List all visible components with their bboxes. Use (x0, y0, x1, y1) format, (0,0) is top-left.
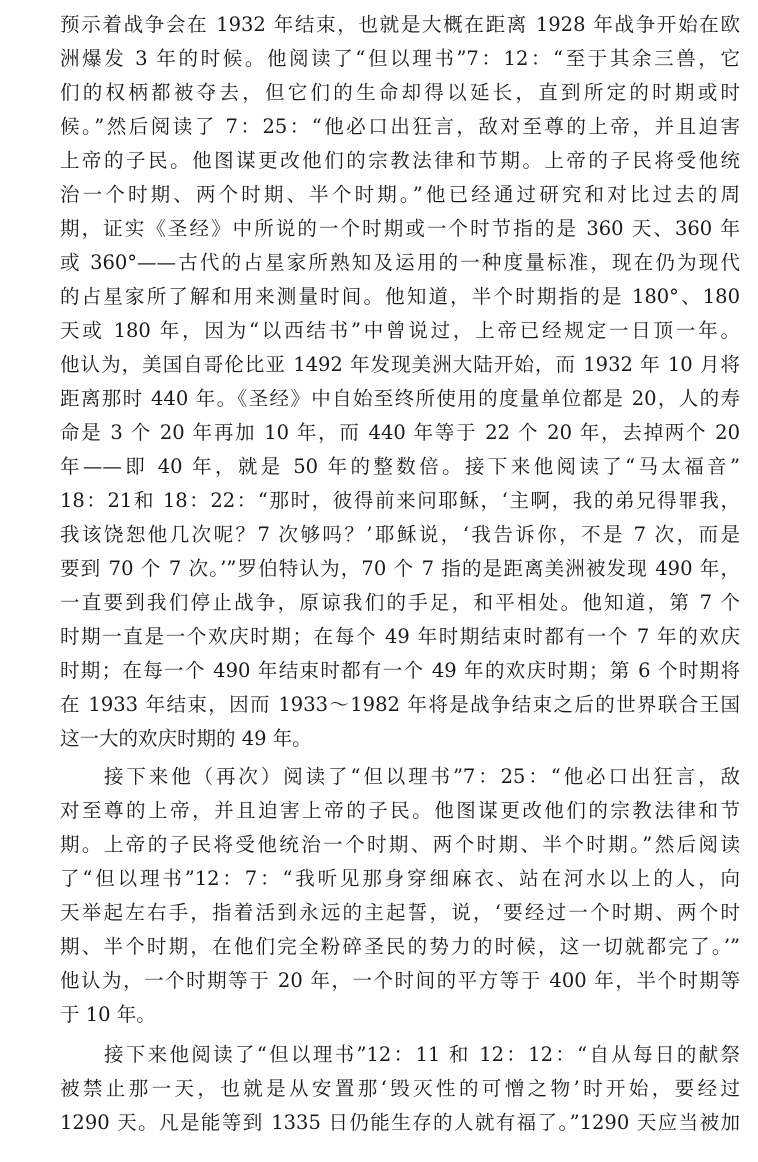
text-line: 天举起左右手，指着活到永远的主起誓，说，‘要经过一个时期、两个时 (60, 901, 740, 924)
text-line: 要到 70 个 7 次。’”罗伯特认为，70 个 7 指的是距离美洲被发现 490 年， (60, 557, 740, 580)
text-line: 这一大的欢庆时期的 49 年。 (60, 727, 312, 750)
text-line: 他认为，一个时期等于 20 年，一个时间的平方等于 400 年，半个时期等 (60, 969, 740, 992)
text-line: 被禁止那一天，也就是从安置那‘毁灭性的可憎之物’时开始，要经过 (60, 1077, 740, 1100)
text-line: 时期一直是一个欢庆时期；在每个 49 年时期结束时都有一个 7 年的欢庆 (60, 625, 740, 648)
text-line: 候。”然后阅读了 7：25：“他必口出狂言，敌对至尊的上帝，并且迫害 (60, 115, 740, 138)
text-line: 的占星家所了解和用来测量时间。他知道，半个时期指的是 180°、180 (60, 285, 740, 308)
text-line: 于 10 年。 (60, 1003, 156, 1026)
text-line: 预示着战争会在 1932 年结束，也就是大概在距离 1928 年战争开始在欧 (60, 13, 740, 36)
text-line: 期，证实《圣经》中所说的一个时期或一个时节指的是 360 天、360 年 (60, 217, 740, 240)
text-line: 洲爆发 3 年的时候。他阅读了“但以理书”7：12：“至于其余三兽，它 (60, 47, 740, 70)
text-line: 年——即 40 年，就是 50 年的整数倍。接下来他阅读了“马太福音” (60, 455, 740, 478)
text-line: 了“但以理书”12：7：“我听见那身穿细麻衣、站在河水以上的人，向 (60, 867, 740, 890)
text-line: 时期；在每一个 490 年结束时都有一个 49 年的欢庆时期；第 6 个时期将 (60, 659, 740, 682)
text-line: 对至尊的上帝，并且迫害上帝的子民。他图谋更改他们的宗教法律和节 (60, 799, 740, 822)
text-line: 接下来他（再次）阅读了“但以理书”7：25：“他必口出狂言，敌 (104, 765, 740, 788)
text-line: 距离那时 440 年。《圣经》中自始至终所使用的度量单位都是 20，人的寿 (60, 387, 740, 410)
text-line: 上帝的子民。他图谋更改他们的宗教法律和节期。上帝的子民将受他统 (60, 149, 740, 172)
text-line: 一直要到我们停止战争，原谅我们的手足，和平相处。他知道，第 7 个 (60, 591, 740, 614)
text-line: 命是 3 个 20 年再加 10 年，而 440 年等于 22 个 20 年，去掉两个 20 (60, 421, 740, 444)
text-line: 在 1933 年结束，因而 1933～1982 年将是战争结束之后的世界联合王国 (60, 693, 740, 716)
text-line: 18：21和 18：22：“那时，彼得前来问耶稣，‘主啊，我的弟兄得罪我， (60, 489, 740, 512)
text-line: 1290 天。凡是能等到 1335 日仍能生存的人就有福了。”1290 天应当被加 (60, 1111, 740, 1134)
text-line: 们的权柄都被夺去，但它们的生命却得以延长，直到所定的时期或时 (60, 81, 740, 104)
text-line: 我该饶恕他几次呢？7 次够吗？’耶稣说，‘我告诉你，不是 7 次，而是 (60, 523, 740, 546)
text-line: 期。上帝的子民将受他统治一个时期、两个时期、半个时期。”然后阅读 (60, 833, 740, 856)
text-line: 治一个时期、两个时期、半个时期。”他已经通过研究和对比过去的周 (60, 183, 740, 206)
text-line: 他认为，美国自哥伦比亚 1492 年发现美洲大陆开始，而 1932 年 10 月将 (60, 353, 740, 376)
text-line: 接下来他阅读了“但以理书”12：11 和 12：12：“自从每日的献祭 (104, 1043, 740, 1066)
text-line: 或 360°——古代的占星家所熟知及运用的一种度量标准，现在仍为现代 (60, 251, 740, 274)
text-line: 期、半个时期，在他们完全粉碎圣民的势力的时候，这一切就都完了。’” (60, 935, 740, 958)
text-line: 天或 180 年，因为“以西结书”中曾说过，上帝已经规定一日顶一年。 (60, 319, 740, 342)
